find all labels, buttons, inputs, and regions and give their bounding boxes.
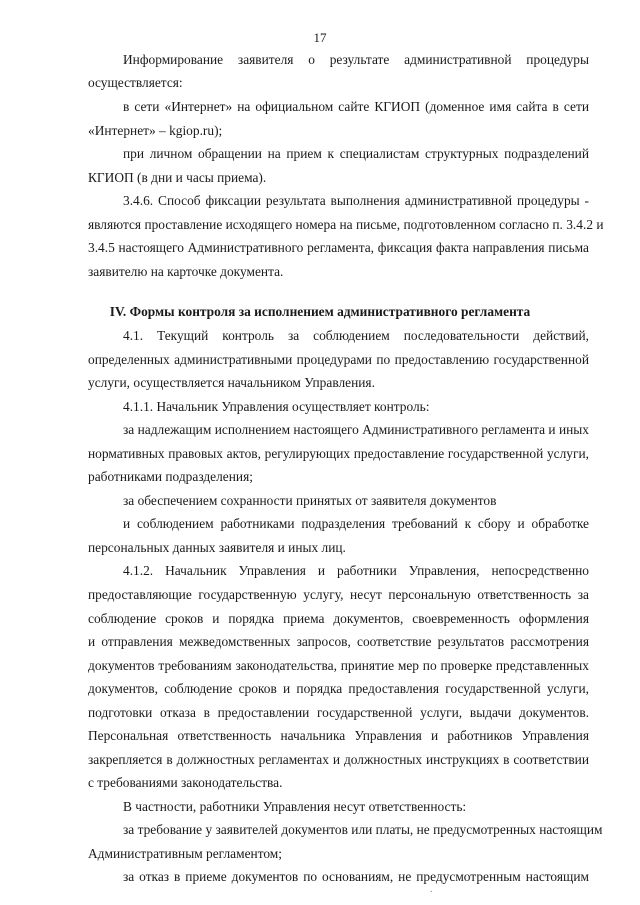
text-line: документов, соблюдение сроков и порядка предоставления государственной услуги,: [88, 681, 589, 696]
text-line: КГИОП (в дни и часы приема).: [88, 170, 267, 185]
text-line: 4.1.2. Начальник Управления и работники Управления, непосредственно: [123, 563, 589, 578]
text-line: 3.4.6. Способ фиксации результата выполнения административной процедуры -: [123, 193, 589, 208]
footer-mark: .: [430, 884, 433, 895]
text-line: Административным регламентом;: [88, 846, 282, 861]
text-line: предоставляющие государственную услугу, несут персональную ответственность за: [88, 587, 589, 602]
text-line: работниками подразделения;: [88, 469, 253, 484]
text-line: 4.1.1. Начальник Управления осуществляет контроль:: [123, 399, 430, 414]
text-line: услуги, осуществляется начальником Управления.: [88, 375, 375, 390]
text-line: с требованиями законодательства.: [88, 775, 283, 790]
text-line: за надлежащим исполнением настоящего Административного регламента и иных: [123, 422, 589, 437]
text-line: «Интернет» – kgiop.ru);: [88, 123, 223, 138]
text-line: являются проставление исходящего номера на письме, подготовленном согласно п. 3.4.2 и: [88, 217, 604, 232]
text-line: документов требованиям законодательства, принятие мер по проверке представленных: [88, 658, 589, 673]
text-line: подготовки отказа в предоставлении государственной услуги, выдачи документов.: [88, 705, 589, 720]
text-line: персональных данных заявителя и иных лиц.: [88, 540, 346, 555]
text-line: за требование у заявителей документов или платы, не предусмотренных настоящим: [123, 822, 603, 837]
text-line: соблюдение сроков и порядка приема документов, своевременность оформления: [88, 611, 589, 626]
text-line: 3.4.5 настоящего Административного регламента, фиксация факта направления письма: [88, 240, 589, 255]
page-number: 17: [313, 30, 327, 45]
text-line: за обеспечением сохранности принятых от заявителя документов: [123, 493, 497, 508]
text-line: Персональная ответственность начальника Управления и работников Управления: [88, 728, 589, 743]
text-line: нормативных правовых актов, регулирующих предоставление государственной услуги,: [88, 446, 589, 461]
text-line: осуществляется:: [88, 75, 183, 90]
text-line: Информирование заявителя о результате административной процедуры: [123, 52, 589, 67]
text-line: определенных административными процедурами по предоставлению государственной: [88, 352, 589, 367]
text-line: закрепляется в должностных регламентах и должностных инструкциях в соответствии: [88, 752, 589, 767]
text-line: 4.1. Текущий контроль за соблюдением последовательности действий,: [123, 328, 589, 343]
text-line: заявителю на карточке документа.: [88, 264, 284, 279]
text-line: и соблюдением работниками подразделения требований к сбору и обработке: [123, 516, 589, 531]
text-line: в сети «Интернет» на официальном сайте КГИОП (доменное имя сайта в сети: [123, 99, 589, 114]
text-line: В частности, работники Управления несут ответственность:: [123, 799, 467, 814]
text-line: и отправления межведомственных запросов, соответствие результатов рассмотрения: [88, 634, 589, 649]
section-heading: IV. Формы контроля за исполнением административного регламента: [109, 304, 531, 319]
text-line: при личном обращении на прием к специалистам структурных подразделений: [123, 146, 589, 161]
text-line: за отказ в приеме документов по основаниям, не предусмотренным настоящим: [123, 869, 589, 884]
